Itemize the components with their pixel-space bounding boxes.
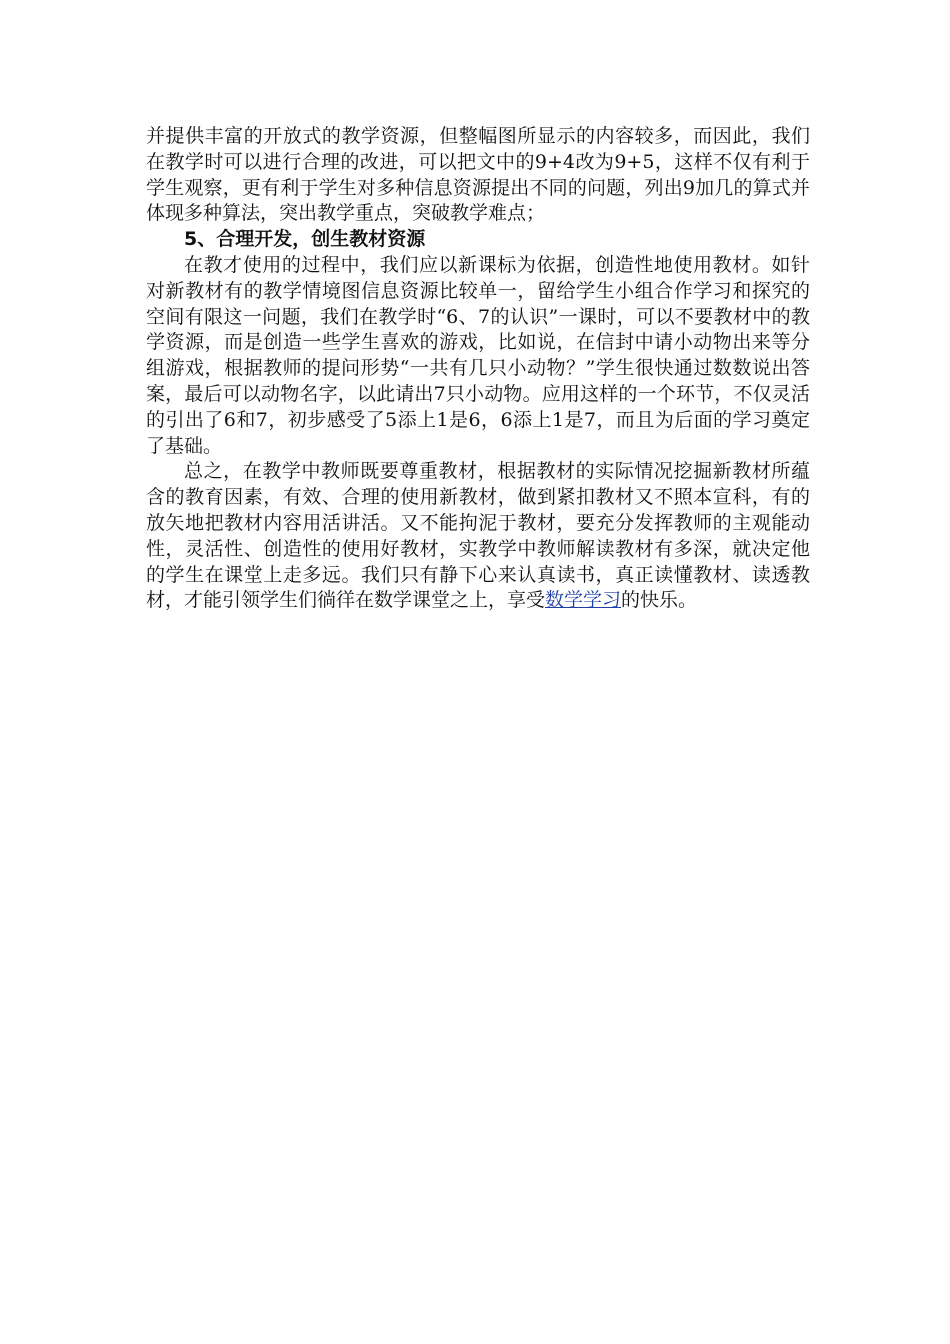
paragraph-section-5: 在教才使用的过程中，我们应以新课标为依据，创造性地使用教材。如针对新教材有的教学情境图信息资源比较单一，留给学生小组合作学习和探究的空间有限这一问题，我们在教学时“6、7的认识”一课时，可以不要教材中的教学资源，而是创造一些学生喜欢的游戏，比如说，在信封中请小动物出来等分组游戏，根据教师的提问形势“一共有几只小动物？”学生很快通过数数说出答案，最后可以动物名字，以此请出7只小动物。应用这样的一个环节，不仅灵活的引出了6和7，初步感受了5添上1是6，6添上1是7，而且为后面的学习奠定了基础。 bbox=[146, 253, 810, 457]
document-page bbox=[146, 124, 810, 614]
math-learning-link[interactable]: 数学学习 bbox=[545, 589, 622, 612]
paragraph-conclusion bbox=[146, 459, 810, 614]
conclusion-text-start: 总之，在教学中教师既要尊重教材，根据教材的实际情况挖掘新教材所蕴含的教育因素，有效、合理的使用新教材，做到紧扣教材又不照本宣科，有的放矢地把教材内容用活讲活。又不能拘泥于教材，要充分发挥教师的主观能动性，灵活性、创造性的使用好教材，实教学中教师解读教材有多深，就决定他的学生在课堂上走多远。我们只有静下心来认真读书，真正读懂教材、读透教材，才能引领学生们徜徉在数学课堂之上，享受 bbox=[146, 460, 810, 612]
paragraph-continuation: 并提供丰富的开放式的教学资源，但整幅图所显示的内容较多，而因此，我们在教学时可以进行合理的改进，可以把文中的9+4改为9+5，这样不仅有利于学生观察，更有利于学生对多种信息资源提出不同的问题，列出9加几的算式并体现多种算法，突出教学重点，突破教学难点； bbox=[146, 125, 810, 225]
conclusion-text-end: 的快乐。 bbox=[621, 589, 698, 612]
section-heading-5: 5、合理开发，创生教材资源 bbox=[184, 228, 426, 251]
